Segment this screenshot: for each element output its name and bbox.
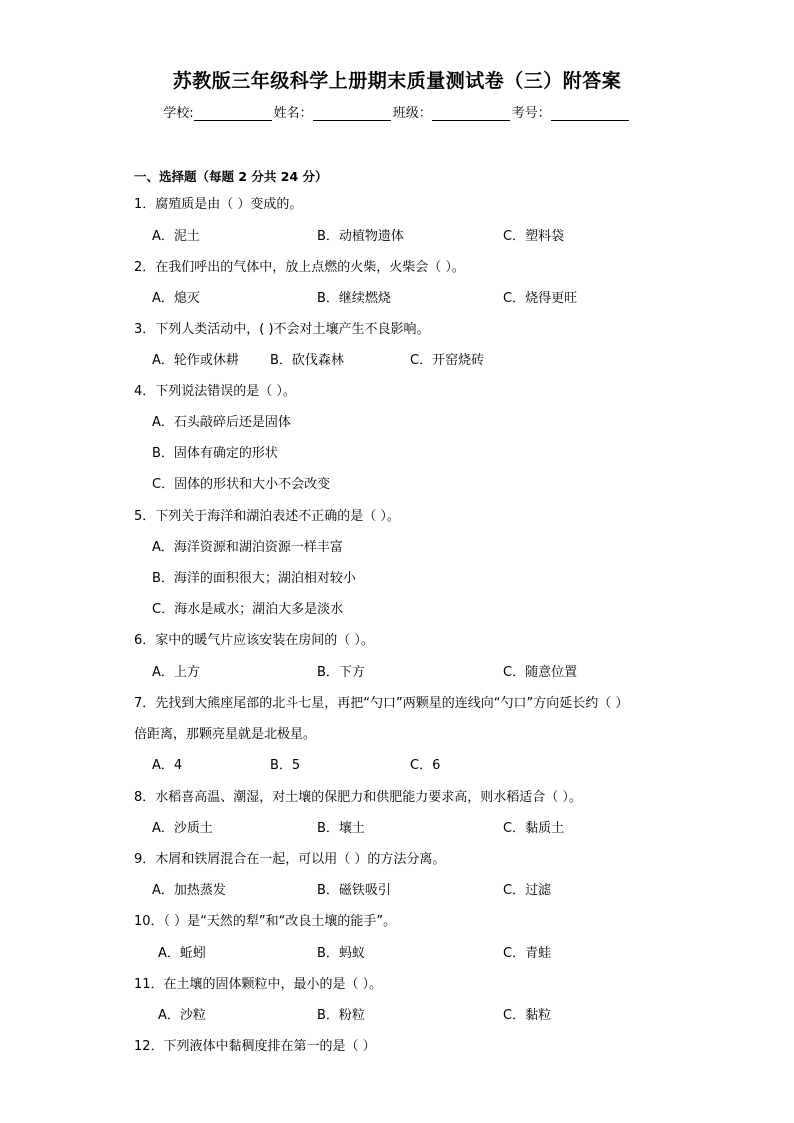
q11-option-b[interactable]: B．粉粒	[317, 1008, 365, 1023]
q1-option-c[interactable]: C．塑料袋	[503, 229, 565, 244]
question-3: 3．下列人类活动中，( )不会对土壤产生不良影响。	[134, 322, 430, 337]
q2-option-c[interactable]: C．烧得更旺	[503, 291, 578, 306]
q4-option-c[interactable]: C．固体的形状和大小不会改变	[152, 477, 331, 492]
question-4: 4．下列说法错误的是（ ）。	[134, 384, 296, 399]
q11-option-c[interactable]: C．黏粒	[503, 1008, 552, 1023]
name-blank[interactable]	[313, 106, 391, 121]
q9-option-b[interactable]: B．磁铁吸引	[317, 883, 391, 898]
question-6: 6．家中的暖气片应该安装在房间的（ ）。	[134, 633, 374, 648]
question-12: 12．下列液体中黏稠度排在第一的是（ ）	[134, 1039, 376, 1054]
q7-option-c[interactable]: C．6	[410, 758, 441, 773]
q1-option-b[interactable]: B．动植物遗体	[317, 229, 404, 244]
q5-option-c[interactable]: C．海水是咸水；湖泊大多是淡水	[152, 602, 344, 617]
q9-option-a[interactable]: A．加热蒸发	[152, 883, 226, 898]
class-blank[interactable]	[432, 106, 510, 121]
q1-option-a[interactable]: A．泥土	[152, 229, 200, 244]
question-7: 7．先找到大熊座尾部的北斗七星，再把“勺口”两颗星的连线向“勺口”方向延长约（ ）	[134, 696, 629, 711]
q6-option-b[interactable]: B．下方	[317, 665, 365, 680]
q8-option-a[interactable]: A．沙质土	[152, 821, 213, 836]
q10-option-b[interactable]: B．蚂蚁	[317, 946, 365, 961]
q5-option-b[interactable]: B．海洋的面积很大；湖泊相对较小	[152, 571, 356, 586]
q3-option-a[interactable]: A．轮作或休耕	[152, 353, 239, 368]
q8-option-b[interactable]: B．壤土	[317, 821, 365, 836]
q3-option-c[interactable]: C．开窑烧砖	[410, 353, 485, 368]
student-info-row	[0, 102, 794, 121]
q2-option-b[interactable]: B．继续燃烧	[317, 291, 391, 306]
name-label: 姓名：	[273, 106, 313, 121]
q2-option-a[interactable]: A．熄灭	[152, 291, 200, 306]
q11-option-a[interactable]: A．沙粒	[158, 1008, 206, 1023]
exam-number-blank[interactable]	[551, 106, 629, 121]
question-1: 1．腐殖质是由（ ）变成的。	[134, 197, 303, 212]
question-2: 2．在我们呼出的气体中，放上点燃的火柴，火柴会（ ）。	[134, 260, 465, 275]
question-9: 9．木屑和铁屑混合在一起，可以用（ ）的方法分离。	[134, 852, 446, 867]
q3-option-b[interactable]: B．砍伐森林	[270, 353, 344, 368]
q6-option-a[interactable]: A．上方	[152, 665, 200, 680]
question-8: 8．水稻喜高温、潮湿，对土壤的保肥力和供肥能力要求高，则水稻适合（ ）。	[134, 790, 582, 805]
question-5: 5．下列关于海洋和湖泊表述不正确的是（ ）。	[134, 509, 400, 524]
q6-option-c[interactable]: C．随意位置	[503, 665, 578, 680]
q8-option-c[interactable]: C．黏质土	[503, 821, 565, 836]
question-11: 11．在土壤的固体颗粒中，最小的是（ ）。	[134, 977, 383, 992]
question-10: 10．（ ）是“天然的犁”和“改良土壤的能手”。	[134, 914, 397, 929]
exam-number-label: 考号：	[511, 106, 551, 121]
q4-option-b[interactable]: B．固体有确定的形状	[152, 446, 278, 461]
school-label: 学校:	[163, 106, 194, 121]
q7-option-b[interactable]: B．5	[270, 758, 301, 773]
section-title: 一、选择题（每题 2 分共 24 分）	[134, 169, 328, 184]
exam-title: 苏教版三年级科学上册期末质量测试卷（三）附答案	[172, 70, 622, 92]
class-label: 班级：	[392, 106, 432, 121]
q7-option-a[interactable]: A．4	[152, 758, 183, 773]
q10-option-c[interactable]: C．青蛙	[503, 946, 552, 961]
q4-option-a[interactable]: A．石头敲碎后还是固体	[152, 415, 291, 430]
q5-option-a[interactable]: A．海洋资源和湖泊资源一样丰富	[152, 540, 343, 555]
school-blank[interactable]	[194, 106, 272, 121]
question-7-continued: 倍距离，那颗亮星就是北极星。	[134, 727, 317, 742]
q10-option-a[interactable]: A．蚯蚓	[158, 946, 206, 961]
q9-option-c[interactable]: C．过滤	[503, 883, 552, 898]
